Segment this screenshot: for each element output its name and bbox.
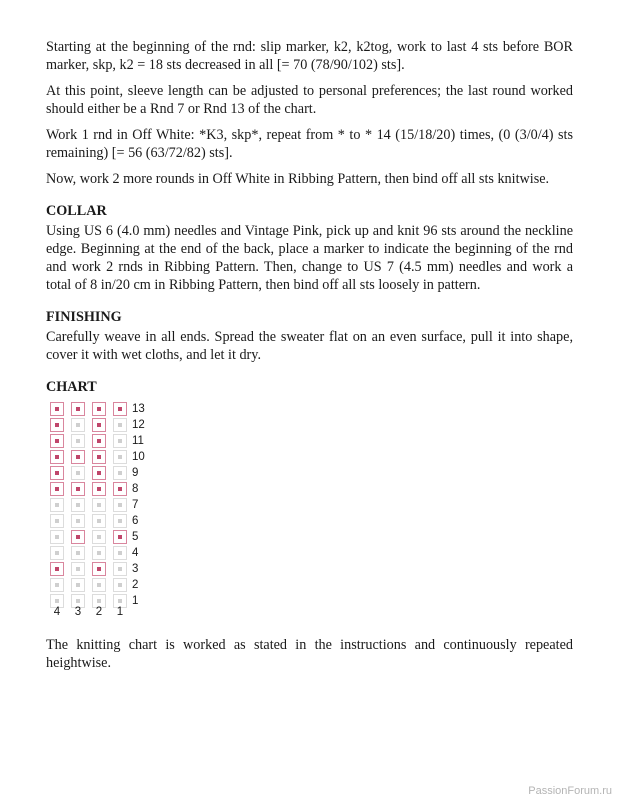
pink-stitch-mark xyxy=(118,535,122,539)
off-white-stitch-mark xyxy=(55,519,59,523)
off-white-stitch-mark xyxy=(97,503,101,507)
collar-heading: COLLAR xyxy=(46,203,107,219)
chart-cell xyxy=(71,514,85,528)
chart-row-label: 7 xyxy=(132,499,139,511)
chart-cell xyxy=(92,498,106,512)
off-white-stitch-mark xyxy=(76,599,80,603)
chart-row-label: 1 xyxy=(132,595,139,607)
chart-cell xyxy=(71,434,85,448)
off-white-stitch-mark xyxy=(76,519,80,523)
chart-cell xyxy=(50,562,64,576)
chart-heading: CHART xyxy=(46,379,97,395)
chart-row-label: 10 xyxy=(132,451,145,463)
chart-cell xyxy=(92,530,106,544)
pink-stitch-mark xyxy=(55,487,59,491)
chart-cell xyxy=(113,514,127,528)
chart-cell xyxy=(113,530,127,544)
chart-cell xyxy=(71,418,85,432)
knitting-chart xyxy=(46,400,166,622)
chart-cell xyxy=(113,434,127,448)
off-white-stitch-mark xyxy=(76,439,80,443)
chart-row-label: 6 xyxy=(132,515,139,527)
off-white-stitch-mark xyxy=(118,423,122,427)
off-white-stitch-mark xyxy=(97,599,101,603)
chart-cell xyxy=(50,498,64,512)
chart-cell xyxy=(71,402,85,416)
off-white-stitch-mark xyxy=(118,599,122,603)
chart-cell xyxy=(92,418,106,432)
pink-stitch-mark xyxy=(97,455,101,459)
pink-stitch-mark xyxy=(55,471,59,475)
off-white-stitch-mark xyxy=(118,551,122,555)
chart-cell xyxy=(92,546,106,560)
paragraph-sleeve-length: At this point, sleeve length can be adjusted to personal preferences; the last round worked should either be a Rnd 7 or Rnd 13 of the chart. xyxy=(46,83,573,117)
finishing-heading: FINISHING xyxy=(46,309,122,325)
off-white-stitch-mark xyxy=(97,519,101,523)
off-white-stitch-mark xyxy=(76,471,80,475)
chart-cell xyxy=(71,482,85,496)
chart-cell xyxy=(92,434,106,448)
chart-cell xyxy=(113,418,127,432)
off-white-stitch-mark xyxy=(118,567,122,571)
pink-stitch-mark xyxy=(76,455,80,459)
chart-column-label: 4 xyxy=(53,606,61,618)
off-white-stitch-mark xyxy=(76,567,80,571)
pink-stitch-mark xyxy=(97,439,101,443)
off-white-stitch-mark xyxy=(55,551,59,555)
chart-cell xyxy=(92,466,106,480)
chart-cell xyxy=(71,498,85,512)
off-white-stitch-mark xyxy=(118,471,122,475)
off-white-stitch-mark xyxy=(76,503,80,507)
pink-stitch-mark xyxy=(76,487,80,491)
chart-cell xyxy=(113,482,127,496)
chart-column-label: 2 xyxy=(95,606,103,618)
pink-stitch-mark xyxy=(55,439,59,443)
chart-cell xyxy=(50,546,64,560)
collar-text: Using US 6 (4.0 mm) needles and Vintage Pink, pick up and knit 96 sts around the neckline edge. Beginning at the end of the back, place a marker to indicate the beginning of the rnd and work 2 rnds in Ribbing Pattern. Then, change to US 7 (4.5 mm) needles and work a total of 8 in/20 cm in Ribbing Pattern, then bind off all sts loosely in pattern. xyxy=(46,223,573,293)
chart-row-label: 5 xyxy=(132,531,139,543)
chart-cell xyxy=(50,434,64,448)
off-white-stitch-mark xyxy=(55,599,59,603)
finishing-text: Carefully weave in all ends. Spread the sweater flat on an even surface, pull it into shape, cover it with wet cloths, and let it dry. xyxy=(46,329,573,363)
chart-cell xyxy=(71,466,85,480)
chart-column-label: 1 xyxy=(116,606,124,618)
chart-cell xyxy=(113,546,127,560)
chart-cell xyxy=(50,466,64,480)
paragraph-sleeve-decrease: Starting at the beginning of the rnd: slip marker, k2, k2tog, work to last 4 sts before BOR marker, skp, k2 = 18 sts decreased in all [= 70 (78/90/102) sts]. xyxy=(46,39,573,73)
pink-stitch-mark xyxy=(76,535,80,539)
pink-stitch-mark xyxy=(55,407,59,411)
chart-cell xyxy=(92,482,106,496)
chart-cell xyxy=(113,450,127,464)
pink-stitch-mark xyxy=(118,407,122,411)
off-white-stitch-mark xyxy=(76,551,80,555)
chart-cell xyxy=(113,498,127,512)
pink-stitch-mark xyxy=(97,423,101,427)
chart-cell xyxy=(71,578,85,592)
watermark: PassionForum.ru xyxy=(528,785,612,797)
chart-cell xyxy=(50,514,64,528)
chart-cell xyxy=(50,578,64,592)
off-white-stitch-mark xyxy=(55,535,59,539)
chart-row-label: 2 xyxy=(132,579,139,591)
chart-cell xyxy=(92,578,106,592)
chart-cell xyxy=(50,418,64,432)
chart-cell xyxy=(92,402,106,416)
chart-row-label: 8 xyxy=(132,483,139,495)
pink-stitch-mark xyxy=(55,423,59,427)
off-white-stitch-mark xyxy=(97,551,101,555)
chart-row-label: 13 xyxy=(132,403,145,415)
pink-stitch-mark xyxy=(76,407,80,411)
off-white-stitch-mark xyxy=(97,535,101,539)
chart-column-label: 3 xyxy=(74,606,82,618)
pink-stitch-mark xyxy=(55,455,59,459)
paragraph-bind-off: Now, work 2 more rounds in Off White in Ribbing Pattern, then bind off all sts knitwise. xyxy=(46,171,550,187)
pink-stitch-mark xyxy=(97,471,101,475)
off-white-stitch-mark xyxy=(118,583,122,587)
chart-cell xyxy=(71,562,85,576)
chart-row-label: 11 xyxy=(132,435,144,447)
chart-row-label: 4 xyxy=(132,547,139,559)
chart-cell xyxy=(92,450,106,464)
off-white-stitch-mark xyxy=(76,423,80,427)
document-page xyxy=(46,38,573,680)
chart-cell xyxy=(50,482,64,496)
chart-cell xyxy=(113,562,127,576)
chart-cell xyxy=(71,450,85,464)
off-white-stitch-mark xyxy=(76,583,80,587)
pink-stitch-mark xyxy=(97,487,101,491)
pink-stitch-mark xyxy=(55,567,59,571)
chart-cell xyxy=(50,402,64,416)
pink-stitch-mark xyxy=(97,407,101,411)
chart-row-label: 3 xyxy=(132,563,139,575)
chart-cell xyxy=(113,578,127,592)
paragraph-off-white-round: Work 1 rnd in Off White: *K3, skp*, repeat from * to * 14 (15/18/20) times, (0 (3/0/4) sts remaining) [= 56 (63/72/82) sts]. xyxy=(46,127,573,161)
off-white-stitch-mark xyxy=(97,583,101,587)
off-white-stitch-mark xyxy=(118,503,122,507)
chart-cell xyxy=(50,530,64,544)
off-white-stitch-mark xyxy=(118,439,122,443)
off-white-stitch-mark xyxy=(55,583,59,587)
off-white-stitch-mark xyxy=(118,455,122,459)
closing-text: The knitting chart is worked as stated in the instructions and continuously repeated heightwise. xyxy=(46,637,573,671)
chart-cell xyxy=(113,402,127,416)
chart-row-label: 12 xyxy=(132,419,145,431)
chart-cell xyxy=(71,530,85,544)
chart-row-label: 9 xyxy=(132,467,139,479)
pink-stitch-mark xyxy=(97,567,101,571)
chart-cell xyxy=(50,450,64,464)
chart-cell xyxy=(113,466,127,480)
chart-cell xyxy=(92,562,106,576)
pink-stitch-mark xyxy=(118,487,122,491)
off-white-stitch-mark xyxy=(118,519,122,523)
chart-cell xyxy=(92,514,106,528)
chart-cell xyxy=(71,546,85,560)
off-white-stitch-mark xyxy=(55,503,59,507)
